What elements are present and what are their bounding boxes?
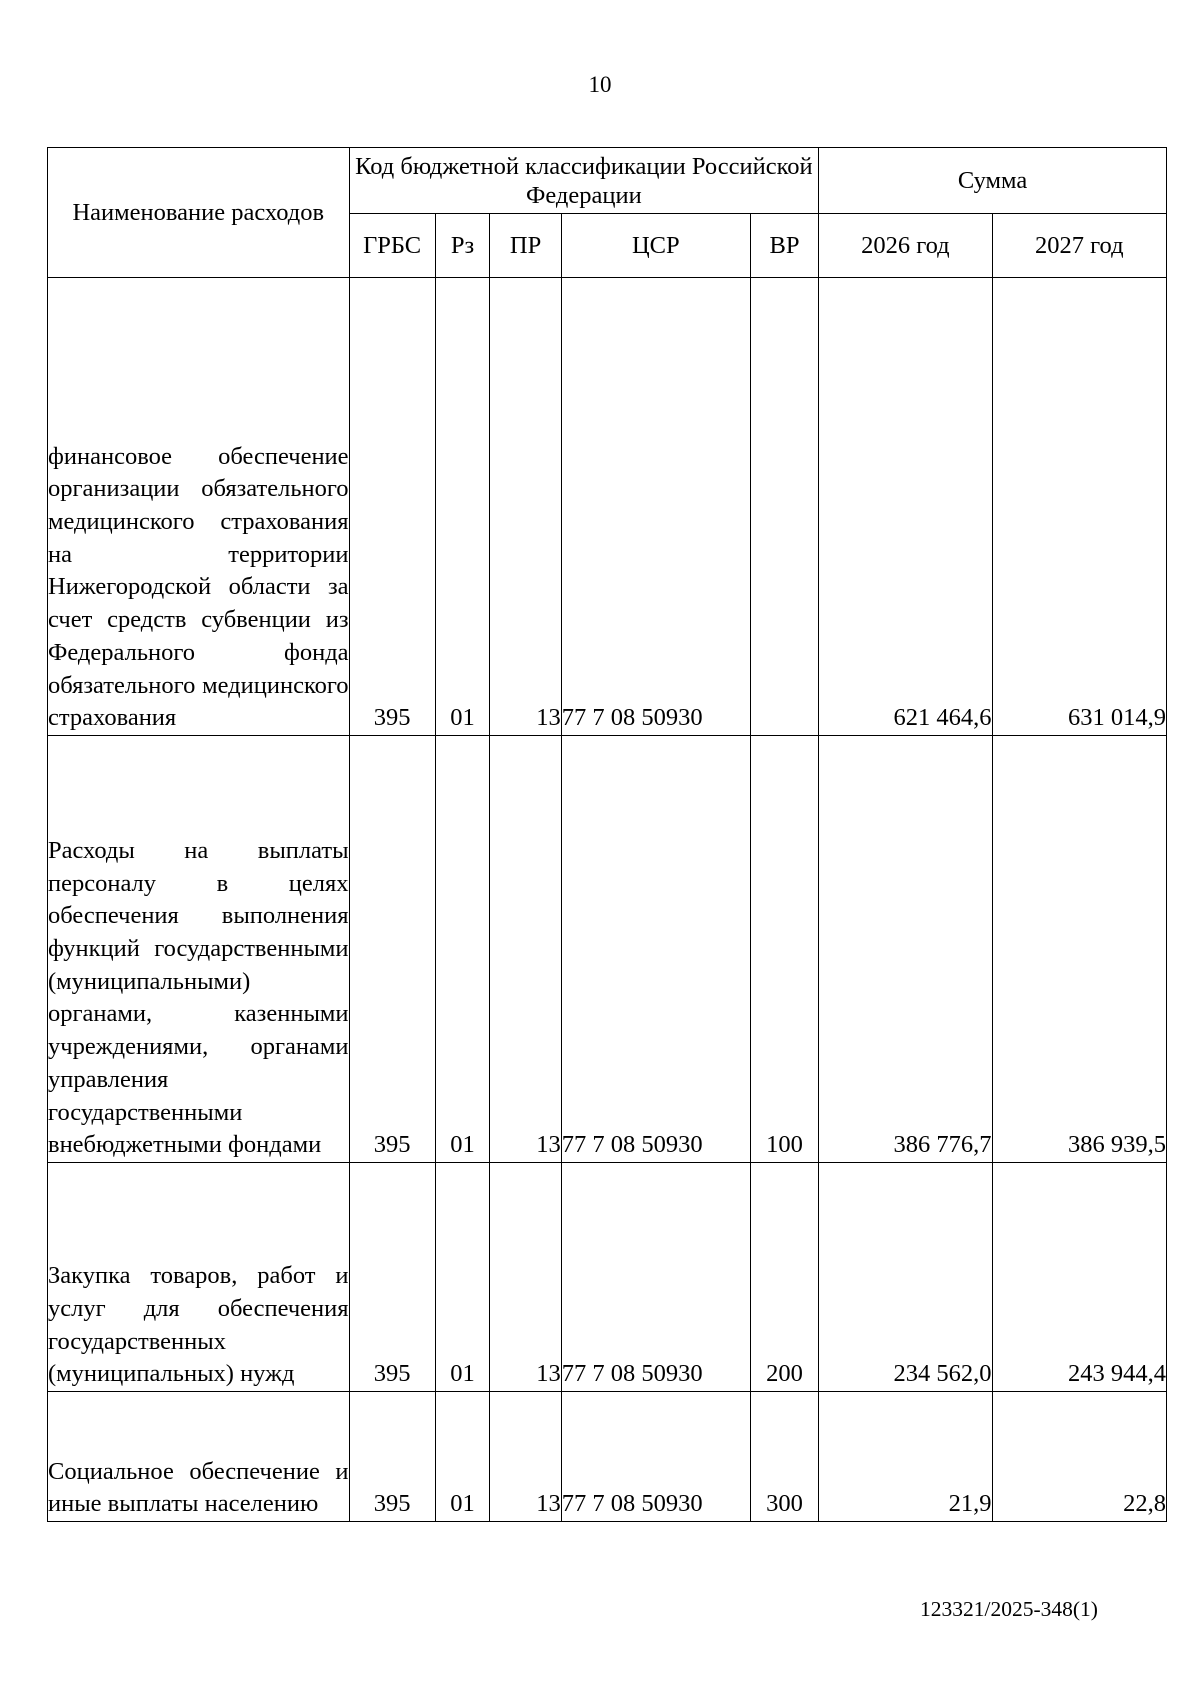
grbs-cell: 395 <box>349 1163 435 1392</box>
amount-2026: 621 464,6 <box>819 278 992 736</box>
pr-cell: 13 <box>490 278 561 736</box>
expense-name: Расходы на выплаты персоналу в целях обеспечения выполнения функций государственными (муниципальными) органами, казенными учреждениями, органами управления государственными внебюджетными фондами <box>48 736 350 1163</box>
amount-2026: 386 776,7 <box>819 736 992 1163</box>
grbs-cell: 395 <box>349 278 435 736</box>
document-id: 123321/2025-348(1) <box>920 1597 1098 1621</box>
page-number: 10 <box>588 72 612 97</box>
rz-cell: 01 <box>435 1163 490 1392</box>
table-row <box>48 736 1167 1163</box>
rz-cell: 01 <box>435 1392 490 1522</box>
pr-cell: 13 <box>490 1163 561 1392</box>
csr-cell: 77 7 08 50930 <box>561 1392 750 1522</box>
expense-name: Социальное обеспечение и иные выплаты населению <box>48 1392 350 1522</box>
csr-cell: 77 7 08 50930 <box>561 278 750 736</box>
sum-group-header: Сумма <box>819 148 1167 214</box>
budget-table <box>47 147 1167 1522</box>
grbs-cell: 395 <box>349 736 435 1163</box>
rz-cell: 01 <box>435 278 490 736</box>
pr-header: ПР <box>490 214 561 278</box>
table-row <box>48 278 1167 736</box>
csr-cell: 77 7 08 50930 <box>561 736 750 1163</box>
amount-2027: 631 014,9 <box>992 278 1166 736</box>
budget-code-group-header: Код бюджетной классификации Российской Федерации <box>349 148 819 214</box>
vr-cell: 200 <box>750 1163 818 1392</box>
pr-cell: 13 <box>490 736 561 1163</box>
table-row <box>48 1392 1167 1522</box>
table-row <box>48 1163 1167 1392</box>
expense-name: финансовое обеспечение организации обязательного медицинского страхования на территории Нижегородской области за счет средств субвенции из Федерального фонда обязательного медицинского страхования <box>48 278 350 736</box>
amount-2027: 386 939,5 <box>992 736 1166 1163</box>
vr-cell: 300 <box>750 1392 818 1522</box>
rz-cell: 01 <box>435 736 490 1163</box>
csr-cell: 77 7 08 50930 <box>561 1163 750 1392</box>
grbs-cell: 395 <box>349 1392 435 1522</box>
year-2026-header: 2026 год <box>819 214 992 278</box>
csr-header: ЦСР <box>561 214 750 278</box>
amount-2027: 22,8 <box>992 1392 1166 1522</box>
amount-2026: 234 562,0 <box>819 1163 992 1392</box>
grbs-header: ГРБС <box>349 214 435 278</box>
name-column-header: Наименование расходов <box>48 148 350 278</box>
vr-cell: 100 <box>750 736 818 1163</box>
vr-header: ВР <box>750 214 818 278</box>
year-2027-header: 2027 год <box>992 214 1166 278</box>
amount-2026: 21,9 <box>819 1392 992 1522</box>
expense-name: Закупка товаров, работ и услуг для обеспечения государственных (муниципальных) нужд <box>48 1163 350 1392</box>
amount-2027: 243 944,4 <box>992 1163 1166 1392</box>
vr-cell <box>750 278 818 736</box>
rz-header: Рз <box>435 214 490 278</box>
pr-cell: 13 <box>490 1392 561 1522</box>
